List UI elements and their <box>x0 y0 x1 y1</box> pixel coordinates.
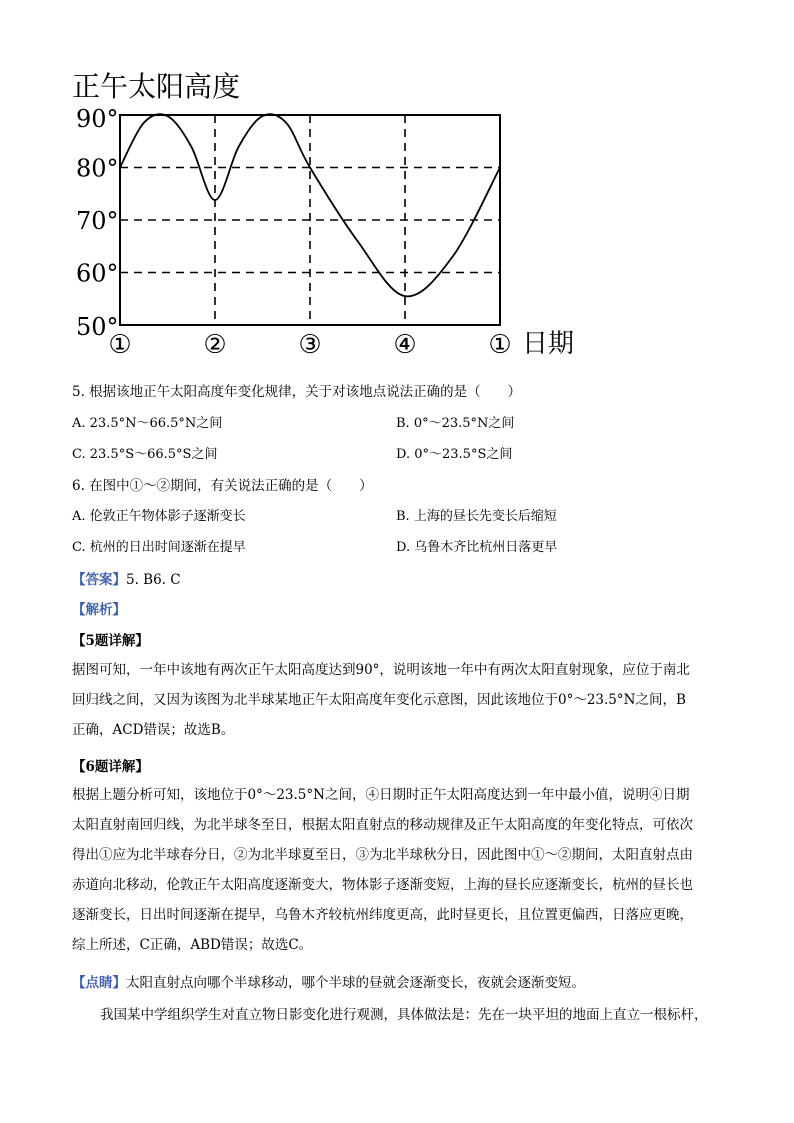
x-tick-label: ④ <box>393 330 417 360</box>
next-paragraph: 我国某中学组织学生对直立物日影变化进行观测，具体做法是：先在一块平坦的地面上直立一根标杆， <box>100 1007 708 1023</box>
detail-5-tag: 【5题详解】 <box>72 633 149 649</box>
q6-option-d: D. 乌鲁木齐比杭州日落更早 <box>396 540 558 555</box>
q6-option-b: B. 上海的昼长先变长后缩短 <box>396 509 557 524</box>
detail-5-body <box>72 655 690 745</box>
y-tick-label: 70° <box>76 207 119 235</box>
detail-6-line: 得出①应为北半球春分日，②为北半球夏至日，③为北半球秋分日，因此图中①～②期间，太阳直射点由 <box>72 847 693 863</box>
detail-6-line: 逐渐变长，日出时间逐渐在提早，乌鲁木齐较杭州纬度更高，此时昼更长，且位置更偏西，日落应更晚， <box>72 907 693 923</box>
x-axis-label: 日期 <box>522 329 575 359</box>
detail-6-line: 综上所述，C正确，ABD错误；故选C。 <box>72 937 313 953</box>
y-tick-label: 80° <box>76 154 119 183</box>
q5-option-b: B. 0°～23.5°N之间 <box>396 416 515 431</box>
detail-6-body <box>72 780 693 960</box>
q6-option-a: A. 伦敦正午物体影子逐渐变长 <box>72 509 246 524</box>
detail-6-line: 根据上题分析可知，该地位于0°～23.5°N之间，④日期时正午太阳高度达到一年中最小值，说明④日期 <box>72 787 690 803</box>
x-tick-label: ② <box>203 330 227 360</box>
tip-tag: 【点睛】 <box>72 975 126 991</box>
y-tick-labels <box>76 105 119 341</box>
solar-altitude-chart <box>0 0 794 370</box>
detail-5-line: 回归线之间，又因为该图为北半球某地正午太阳高度年变化示意图，因此该地位于0°～23.5°N之间，B <box>72 692 686 708</box>
detail-5-line: 正确，ACD错误；故选B。 <box>72 722 235 738</box>
x-tick-label: ③ <box>298 330 322 360</box>
answer-text: 5. B6. C <box>126 572 181 588</box>
chart-title: 正午太阳高度 <box>72 70 241 103</box>
detail-6-line: 赤道向北移动，伦敦正午太阳高度逐渐变大，物体影子逐渐变短，上海的昼长应逐渐变长，杭州的昼长也 <box>72 877 693 893</box>
q6-option-c: C. 杭州的日出时间逐渐在提早 <box>72 540 246 555</box>
y-tick-label: 60° <box>76 259 119 288</box>
analysis-tag: 【解析】 <box>72 602 126 618</box>
tip-text: 太阳直射点向哪个半球移动，哪个半球的昼就会逐渐变长，夜就会逐渐变短。 <box>126 975 585 991</box>
y-tick-label: 90° <box>76 105 119 133</box>
detail-6-line: 太阳直射南回归线，为北半球冬至日，根据太阳直射点的移动规律及正午太阳高度的年变化特点，可依次 <box>72 817 693 833</box>
x-tick-labels <box>108 330 511 360</box>
x-tick-label: ① <box>488 330 512 360</box>
tip-line <box>72 971 585 991</box>
question-6-stem: 6. 在图中①～②期间，有关说法正确的是（ ） <box>72 478 373 494</box>
x-tick-label: ① <box>108 330 132 360</box>
q5-option-a: A. 23.5°N～66.5°N之间 <box>72 416 223 431</box>
detail-5-line: 据图可知，一年中该地有两次正午太阳高度达到90°，说明该地一年中有两次太阳直射现象，应位于南北 <box>72 662 690 678</box>
answer-tag: 【答案】 <box>72 572 126 588</box>
question-5-stem: 5. 根据该地正午太阳高度年变化规律，关于对该地点说法正确的是（ ） <box>72 384 522 400</box>
q5-option-d: D. 0°～23.5°S之间 <box>396 447 513 462</box>
y-tick-label: 50° <box>76 313 119 341</box>
q5-option-c: C. 23.5°S～66.5°S之间 <box>72 447 218 462</box>
detail-6-tag: 【6题详解】 <box>72 759 149 775</box>
answer-line <box>72 568 181 588</box>
